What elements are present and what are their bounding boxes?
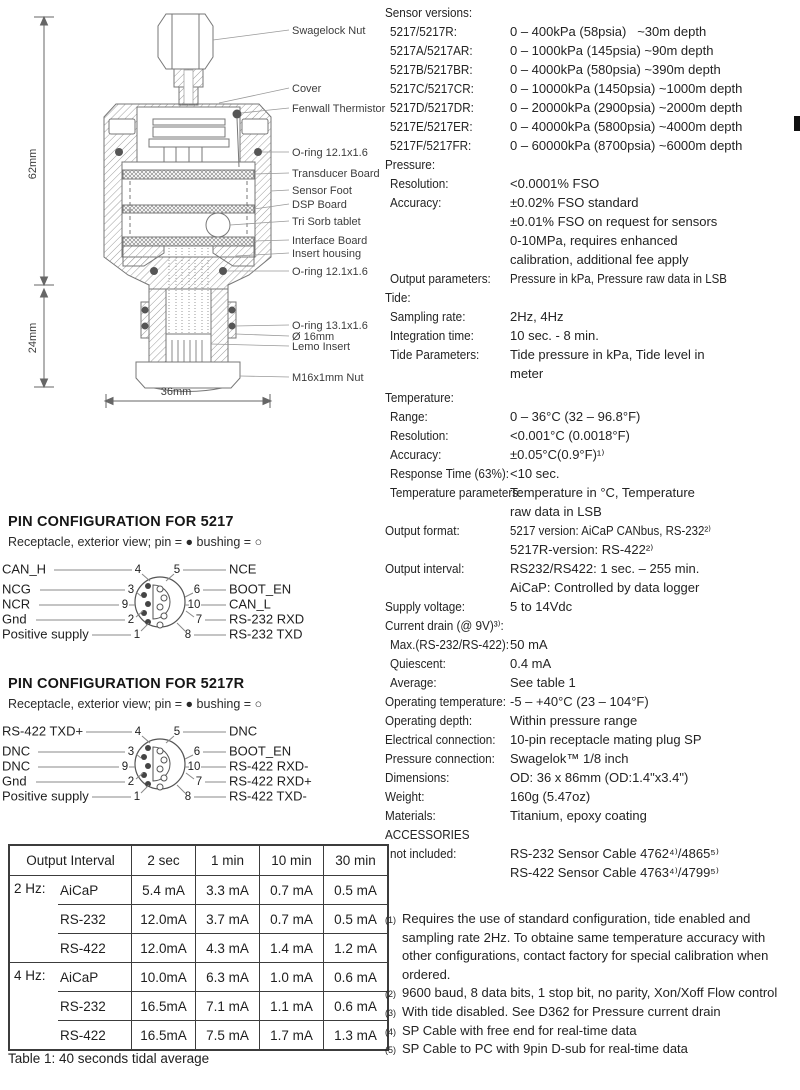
spec-label: Operating temperature:: [385, 694, 506, 709]
spec-label: Sampling rate:: [390, 309, 466, 324]
footnote: [385, 984, 787, 1003]
table-row: [9, 992, 388, 1021]
spec-value: OD: 36 x 86mm (OD:1.4"x3.4"): [510, 770, 689, 785]
spec-value: <0.001°C (0.0018°F): [510, 428, 630, 443]
part-label: Transducer Board: [292, 168, 380, 180]
spec-row: [385, 3, 797, 22]
spec-row: [385, 464, 797, 483]
pin-config-5217r-diagram: [0, 710, 390, 810]
col-header: 30 min: [324, 845, 389, 876]
pin-config-5217-title: PIN CONFIGURATION FOR 5217: [8, 514, 234, 530]
value-cell: 1.4 mA: [260, 934, 324, 963]
pin-signal: NCE: [229, 561, 257, 577]
spec-label: Sensor versions:: [385, 5, 473, 20]
spec-value: calibration, additional fee apply: [510, 252, 689, 267]
value-cell: 1.3 mA: [324, 1021, 389, 1051]
protocol-cell: AiCaP: [58, 963, 132, 992]
spec-label: Resolution:: [390, 428, 449, 443]
pin-signal: BOOT_EN: [229, 581, 292, 597]
spec-row: [385, 193, 797, 212]
value-cell: 1.1 mA: [260, 992, 324, 1021]
spec-row: [385, 117, 797, 136]
value-cell: 3.7 mA: [196, 905, 260, 934]
table-row: [9, 876, 388, 905]
value-cell: 0.5 mA: [324, 905, 389, 934]
spec-value: 0 – 1000kPa (145psia) ~90m depth: [510, 43, 714, 58]
pin-number: 10: [187, 761, 201, 774]
spec-label: 5217/5217R:: [390, 24, 458, 39]
footnotes: [385, 910, 787, 1059]
value-cell: 7.5 mA: [196, 1021, 260, 1051]
spec-row: [385, 345, 797, 364]
spec-row: [385, 136, 797, 155]
pin-signal: DNC: [2, 743, 31, 759]
part-label: Fenwall Thermistor: [292, 103, 386, 115]
part-label: O-ring 13.1x1.6: [292, 320, 368, 332]
value-cell: 1.7 mA: [260, 1021, 324, 1051]
value-cell: 4.3 mA: [196, 934, 260, 963]
spec-label: ACCESSORIES: [385, 827, 470, 842]
pin-number: 1: [133, 629, 141, 642]
spec-value: Tide pressure in kPa, Tide level in: [510, 347, 705, 362]
spec-row: [385, 578, 797, 597]
spec-value: 0 – 60000kPa (8700psia) ~6000m depth: [510, 138, 743, 153]
spec-row: [385, 269, 797, 288]
spec-row: [385, 250, 797, 269]
spec-value: raw data in LSB: [510, 504, 602, 519]
value-cell: 1.0 mA: [260, 963, 324, 992]
pin-number: 6: [193, 746, 201, 759]
spec-row: [385, 426, 797, 445]
spec-row: [385, 288, 797, 307]
pin-number: 7: [195, 614, 203, 627]
spec-label: Range:: [390, 409, 428, 424]
spec-row: [385, 155, 797, 174]
spec-label: Max.(RS-232/RS-422):: [390, 637, 509, 652]
spec-value: 10 sec. - 8 min.: [510, 328, 599, 343]
spec-value: 0 – 4000kPa (580psia) ~390m depth: [510, 62, 721, 77]
spec-row: [385, 730, 797, 749]
spec-value: Swagelok™ 1/8 inch: [510, 751, 629, 766]
value-cell: 0.5 mA: [324, 876, 389, 905]
value-cell: 12.0mA: [132, 934, 196, 963]
footnote: [385, 1003, 787, 1022]
spec-label: Weight:: [385, 789, 425, 804]
pin-number: 2: [127, 776, 135, 789]
spec-label: Resolution:: [390, 176, 449, 191]
sensor-cross-section-diagram: [6, 4, 396, 416]
pin-number: 2: [127, 614, 135, 627]
spec-row: [385, 79, 797, 98]
part-label: DSP Board: [292, 199, 347, 211]
footnote-mark: (3): [385, 1007, 396, 1018]
part-label: M16x1mm Nut: [292, 372, 364, 384]
pin-number: 3: [127, 746, 135, 759]
spec-row: [385, 749, 797, 768]
sensor-body-drawing: [104, 14, 271, 392]
spec-label: not included:: [390, 846, 457, 861]
spec-row: [385, 806, 797, 825]
pin-signal: NCR: [2, 596, 31, 612]
spec-label: Dimensions:: [385, 770, 450, 785]
pin-config-5217r-title: PIN CONFIGURATION FOR 5217R: [8, 676, 245, 692]
pin-number: 5: [173, 564, 181, 577]
pin-signal: Gnd: [2, 773, 27, 789]
spec-row: [385, 540, 797, 559]
footnote-mark: (4): [385, 1026, 396, 1037]
pin-number: 9: [121, 599, 129, 612]
spec-row: [385, 98, 797, 117]
table-row: [9, 963, 388, 992]
pin-number: 3: [127, 584, 135, 597]
table-row: [9, 1021, 388, 1051]
spec-row: [385, 559, 797, 578]
footnote-text: SP Cable with free end for real-time data: [402, 1022, 637, 1038]
spec-value: 50 mA: [510, 637, 548, 652]
spec-value: 0 – 10000kPa (1450psia) ~1000m depth: [510, 81, 743, 96]
spec-row: [385, 844, 797, 863]
table-row: [9, 934, 388, 963]
protocol-cell: AiCaP: [60, 882, 99, 898]
part-label: Ø 16mm: [292, 331, 335, 343]
dim-24mm: 24mm: [27, 322, 39, 354]
footnote-text: SP Cable to PC with 9pin D-sub for real-time data: [402, 1041, 688, 1057]
value-cell: 5.4 mA: [132, 876, 196, 905]
spec-list: [385, 3, 797, 882]
spec-row: [385, 787, 797, 806]
spec-row: [385, 364, 797, 383]
part-label: Lemo Insert: [292, 341, 351, 353]
part-labels: [292, 25, 386, 384]
spec-value: 0 – 20000kPa (2900psia) ~2000m depth: [510, 100, 743, 115]
pin-config-5217-subtitle: Receptacle, exterior view; pin = ● bushing = ○: [8, 535, 263, 549]
pin-signal: RS-422 TXD+: [2, 723, 84, 739]
spec-label: Output interval:: [385, 561, 465, 576]
pin-number: 6: [193, 584, 201, 597]
pin-signal: BOOT_EN: [229, 743, 292, 759]
dim-62mm: 62mm: [27, 148, 39, 180]
protocol-cell: RS-232: [58, 905, 132, 934]
spec-label: Temperature:: [385, 390, 454, 405]
spec-label: Electrical connection:: [385, 732, 496, 747]
spec-label: 5217F/5217FR:: [390, 138, 472, 153]
spec-value: 0 – 36°C (32 – 96.8°F): [510, 409, 641, 424]
pin-signal: NCG: [2, 581, 31, 597]
spec-value: <0.0001% FSO: [510, 176, 600, 191]
pin-number: 1: [133, 791, 141, 804]
spec-value: See table 1: [510, 675, 576, 690]
col-header: 1 min: [196, 845, 260, 876]
footnote-mark: (2): [385, 989, 396, 1000]
spec-label: 5217D/5217DR:: [390, 100, 474, 115]
pin-signal: RS-422 RXD-: [229, 758, 309, 774]
spec-row: [385, 768, 797, 787]
pin-signal: DNC: [2, 758, 31, 774]
spec-label: Operating depth:: [385, 713, 473, 728]
spec-row: [385, 445, 797, 464]
table-caption: Table 1: 40 seconds tidal average: [8, 1051, 210, 1066]
pin-config-5217-diagram: [0, 548, 390, 648]
pin-signal: Positive supply: [2, 788, 89, 804]
value-cell: 6.3 mA: [196, 963, 260, 992]
pin-signal: DNC: [229, 723, 258, 739]
spec-value: 5217R-version: RS-422²⁾: [510, 542, 654, 557]
footnote-text: Requires the use of standard configuration, tide enabled and sampling rate 2Hz. To obtaine same temperature accuracy with other configurations, contact factory for special calibration when ordered.: [402, 911, 769, 982]
spec-row: [385, 388, 797, 407]
spec-label: 5217A/5217AR:: [390, 43, 473, 58]
spec-value: <10 sec.: [510, 466, 560, 481]
spec-row: [385, 521, 797, 540]
freq-cell: 2 Hz:: [14, 881, 46, 896]
value-cell: 12.0mA: [132, 905, 196, 934]
footnote: [385, 910, 787, 984]
spec-label: Output parameters:: [390, 271, 491, 286]
spec-label: Pressure:: [385, 157, 436, 172]
spec-row: [385, 692, 797, 711]
footnote-mark: (5): [385, 1045, 396, 1056]
spec-value: AiCaP: Controlled by data logger: [510, 580, 700, 595]
spec-label: 5217E/5217ER:: [390, 119, 473, 134]
pin-signal: RS-422 RXD+: [229, 773, 312, 789]
pin-number: 4: [134, 726, 142, 739]
protocol-cell: RS-422: [58, 1021, 132, 1051]
col-header: 10 min: [260, 845, 324, 876]
footnote-text: 9600 baud, 8 data bits, 1 stop bit, no parity, Xon/Xoff Flow control: [402, 985, 778, 1001]
spec-label: Average:: [390, 675, 437, 690]
protocol-cell: RS-232: [58, 992, 132, 1021]
spec-value: RS232/RS422: 1 sec. – 255 min.: [510, 561, 700, 576]
pin-number: 9: [121, 761, 129, 774]
spec-value: 5 to 14Vdc: [510, 599, 573, 614]
pin-signal: CAN_L: [229, 596, 271, 612]
footnote: [385, 1040, 787, 1059]
spec-value: meter: [510, 366, 544, 381]
spec-label: 5217B/5217BR:: [390, 62, 473, 77]
spec-value: 10-pin receptacle mating plug SP: [510, 732, 702, 747]
table-header-row: [9, 845, 388, 876]
spec-value: Temperature in °C, Temperature: [510, 485, 695, 500]
spec-value: 0 – 40000kPa (5800psia) ~4000m depth: [510, 119, 743, 134]
spec-row: [385, 502, 797, 521]
spec-row: [385, 22, 797, 41]
spec-row: [385, 597, 797, 616]
spec-label: Supply voltage:: [385, 599, 466, 614]
value-cell: 16.5mA: [132, 1021, 196, 1051]
pin-config-5217r-subtitle: Receptacle, exterior view; pin = ● bushing = ○: [8, 697, 263, 711]
value-cell: 0.7 mA: [260, 905, 324, 934]
spec-value: ±0.02% FSO standard: [510, 195, 639, 210]
page-edge-mark: [794, 116, 800, 131]
pin-signal: RS-232 TXD: [229, 626, 303, 642]
pin-number: 8: [184, 629, 192, 642]
spec-value: 5217 version: AiCaP CANbus, RS-232²⁾: [510, 523, 711, 538]
value-cell: 0.6 mA: [324, 992, 389, 1021]
value-cell: 16.5mA: [132, 992, 196, 1021]
spec-value: 2Hz, 4Hz: [510, 309, 564, 324]
footnote: [385, 1022, 787, 1041]
spec-value: -5 – +40°C (23 – 104°F): [510, 694, 649, 709]
spec-value: RS-422 Sensor Cable 4763⁴⁾/4799⁵⁾: [510, 865, 719, 880]
spec-row: [385, 825, 797, 844]
spec-row: [385, 60, 797, 79]
spec-label: Accuracy:: [390, 447, 442, 462]
spec-row: [385, 483, 797, 502]
spec-label: Tide Parameters:: [390, 347, 480, 362]
spec-label: Accuracy:: [390, 195, 442, 210]
spec-value: ±0.01% FSO on request for sensors: [510, 214, 718, 229]
value-cell: 10.0mA: [132, 963, 196, 992]
spec-row: [385, 307, 797, 326]
spec-label: Output format:: [385, 523, 460, 538]
protocol-cell: RS-422: [58, 934, 132, 963]
pin-number: 8: [184, 791, 192, 804]
pin-number: 10: [187, 599, 201, 612]
spec-value: Pressure in kPa, Pressure raw data in LSB: [510, 271, 727, 286]
pin-number: 4: [134, 564, 142, 577]
spec-value: 0-10MPa, requires enhanced: [510, 233, 678, 248]
part-label: Cover: [292, 83, 322, 95]
part-label: Insert housing: [292, 248, 362, 260]
spec-value: 0 – 400kPa (58psia) ~30m depth: [510, 24, 707, 39]
value-cell: 1.2 mA: [324, 934, 389, 963]
pin-signal: RS-422 TXD-: [229, 788, 307, 804]
spec-row: [385, 41, 797, 60]
spec-row: [385, 231, 797, 250]
spec-row: [385, 711, 797, 730]
value-cell: 7.1 mA: [196, 992, 260, 1021]
spec-label: 5217C/5217CR:: [390, 81, 474, 96]
spec-row: [385, 654, 797, 673]
spec-label: Quiescent:: [390, 656, 446, 671]
spec-label: Materials:: [385, 808, 436, 823]
spec-row: [385, 635, 797, 654]
spec-value: 0.4 mA: [510, 656, 552, 671]
pin-number: 5: [173, 726, 181, 739]
part-label: O-ring 12.1x1.6: [292, 147, 368, 159]
spec-row: [385, 863, 797, 882]
spec-value: ±0.05°C(0.9°F)¹⁾: [510, 447, 605, 462]
part-label: Tri Sorb tablet: [292, 216, 361, 228]
footnote-mark: (1): [385, 915, 396, 925]
current-drain-table: [8, 844, 389, 1051]
pin-signal: RS-232 RXD: [229, 611, 305, 627]
value-cell: 0.6 mA: [324, 963, 389, 992]
spec-label: Temperature parameters:: [390, 485, 522, 500]
part-label: Swagelock Nut: [292, 25, 366, 37]
col-header: Output Interval: [9, 845, 132, 876]
part-label: Sensor Foot: [292, 185, 352, 197]
spec-row: [385, 616, 797, 635]
spec-value: Titanium, epoxy coating: [510, 808, 647, 823]
spec-row: [385, 673, 797, 692]
part-label: O-ring 12.1x1.6: [292, 266, 368, 278]
spec-row: [385, 407, 797, 426]
spec-row: [385, 326, 797, 345]
pin-signal: CAN_H: [2, 561, 47, 577]
spec-label: Pressure connection:: [385, 751, 495, 766]
spec-value: RS-232 Sensor Cable 4762⁴⁾/4865⁵⁾: [510, 846, 719, 861]
spec-label: Integration time:: [390, 328, 474, 343]
footnote-text: With tide disabled. See D362 for Pressure current drain: [402, 1003, 721, 1019]
value-cell: 3.3 mA: [196, 876, 260, 905]
spec-label: Response Time (63%):: [390, 466, 510, 481]
spec-row: [385, 174, 797, 193]
spec-label: Current drain (@ 9V)³⁾:: [385, 618, 504, 633]
value-cell: 0.7 mA: [260, 876, 324, 905]
spec-value: 160g (5.47oz): [510, 789, 591, 804]
spec-value: Within pressure range: [510, 713, 638, 728]
spec-label: Tide:: [385, 290, 411, 305]
dim-36mm: 36mm: [160, 386, 192, 398]
pin-signal: Positive supply: [2, 626, 89, 642]
spec-row: [385, 212, 797, 231]
table-row: [9, 905, 388, 934]
pin-signal: Gnd: [2, 611, 27, 627]
freq-cell: 4 Hz:: [9, 963, 58, 1051]
col-header: 2 sec: [132, 845, 196, 876]
pin-number: 7: [195, 776, 203, 789]
part-label: Interface Board: [292, 235, 368, 247]
